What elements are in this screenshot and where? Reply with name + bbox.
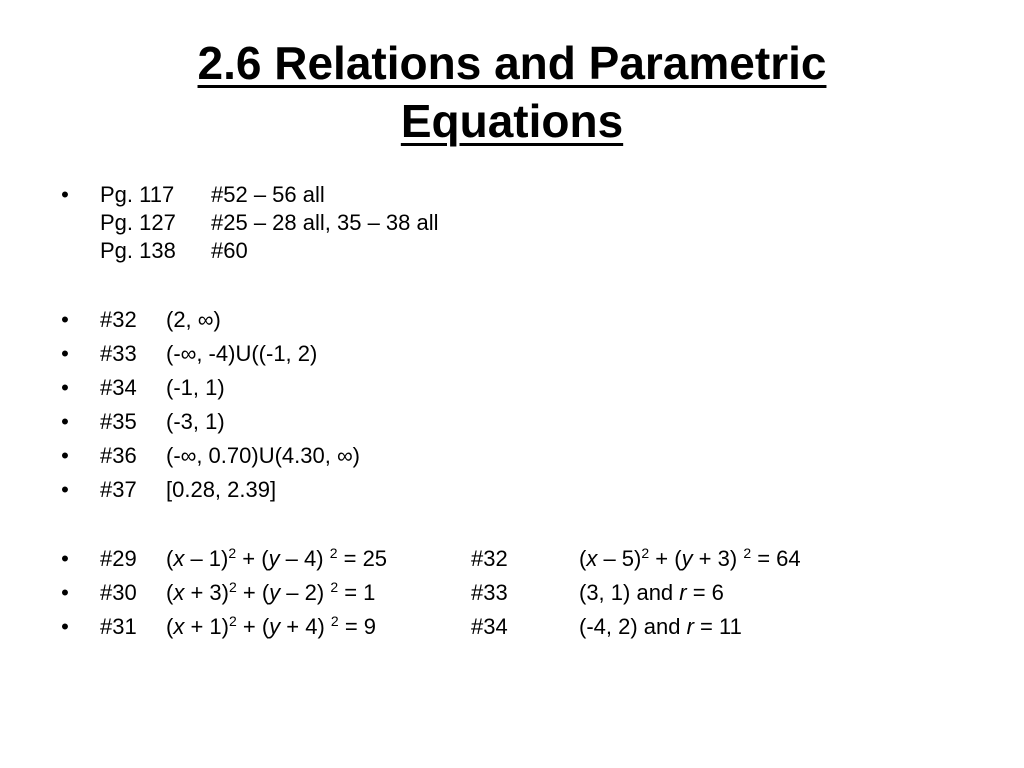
- interval-answer: (-1, 1): [166, 375, 225, 400]
- problem-number: #33: [471, 580, 508, 605]
- bullet-dot: •: [61, 443, 69, 468]
- problem-number: #32: [471, 546, 508, 571]
- circle-equation: (x – 5)$^2$ + (y + 3) $^2$ = 64: [579, 545, 801, 571]
- problem-number: #36: [100, 443, 137, 468]
- interval-item: [0, 374, 1024, 402]
- bullet-dot: •: [61, 307, 69, 332]
- title-line-2: Equations: [400, 95, 624, 147]
- title-line-1: 2.6 Relations and Parametric: [197, 37, 827, 89]
- bullet-dot: •: [61, 341, 69, 366]
- assignment-problems: #52 – 56 all: [211, 182, 325, 207]
- interval-item: [0, 442, 1024, 470]
- center-radius-answer: (3, 1) and r = 6: [579, 580, 724, 605]
- interval-answer: (-3, 1): [166, 409, 225, 434]
- interval-answer: [0.28, 2.39]: [166, 477, 277, 502]
- interval-item: [0, 306, 1024, 334]
- center-radius-answer: (-4, 2) and r = 11: [579, 614, 742, 639]
- problem-number: #31: [100, 614, 137, 639]
- assignment-page: Pg. 117: [100, 182, 175, 207]
- problem-number: #34: [100, 375, 137, 400]
- bullet-dot: •: [61, 614, 69, 639]
- problem-number: #35: [100, 409, 137, 434]
- problem-number: #34: [471, 614, 508, 639]
- bullet-dot: •: [61, 375, 69, 400]
- interval-answer: (-∞, -4)U((-1, 2): [166, 341, 318, 366]
- bullet-dot: •: [61, 409, 69, 434]
- problem-number: #37: [100, 477, 137, 502]
- bullet-dot: •: [61, 477, 69, 502]
- assignment-line: [0, 237, 1024, 265]
- problem-number: #30: [100, 580, 137, 605]
- problem-number: #33: [100, 341, 137, 366]
- assignment-problems: #60: [211, 238, 248, 263]
- circle-equation: (x – 1)$^2$ + (y – 4) $^2$ = 25: [166, 545, 388, 571]
- bullet-dot: •: [61, 580, 69, 605]
- problem-number: #29: [100, 546, 137, 571]
- circle-equation: $(x + 1)^2 + (y + 4)$ $^2$ = 9: [166, 613, 377, 639]
- assignment-line: [0, 209, 1024, 237]
- interval-item: [0, 476, 1024, 504]
- interval-item: [0, 408, 1024, 436]
- circle-item: [0, 613, 1024, 641]
- circle-item: [0, 545, 1024, 573]
- interval-item: [0, 340, 1024, 368]
- bullet-dot: •: [61, 546, 69, 571]
- assignment-item: [0, 181, 1024, 209]
- assignment-page: Pg. 127: [100, 210, 176, 235]
- circle-item: [0, 579, 1024, 607]
- bullet-dot: •: [61, 182, 69, 207]
- assignment-page: Pg. 138: [100, 238, 176, 263]
- interval-answer: (2, ∞): [166, 307, 221, 332]
- assignment-problems: #25 – 28 all, 35 – 38 all: [211, 210, 439, 235]
- problem-number: #32: [100, 307, 137, 332]
- interval-answer: (-∞, 0.70)U(4.30, ∞): [166, 443, 360, 468]
- circle-equation: $(x + 3)^2 + (y - 2)$ $^2$ = 1: [166, 579, 376, 605]
